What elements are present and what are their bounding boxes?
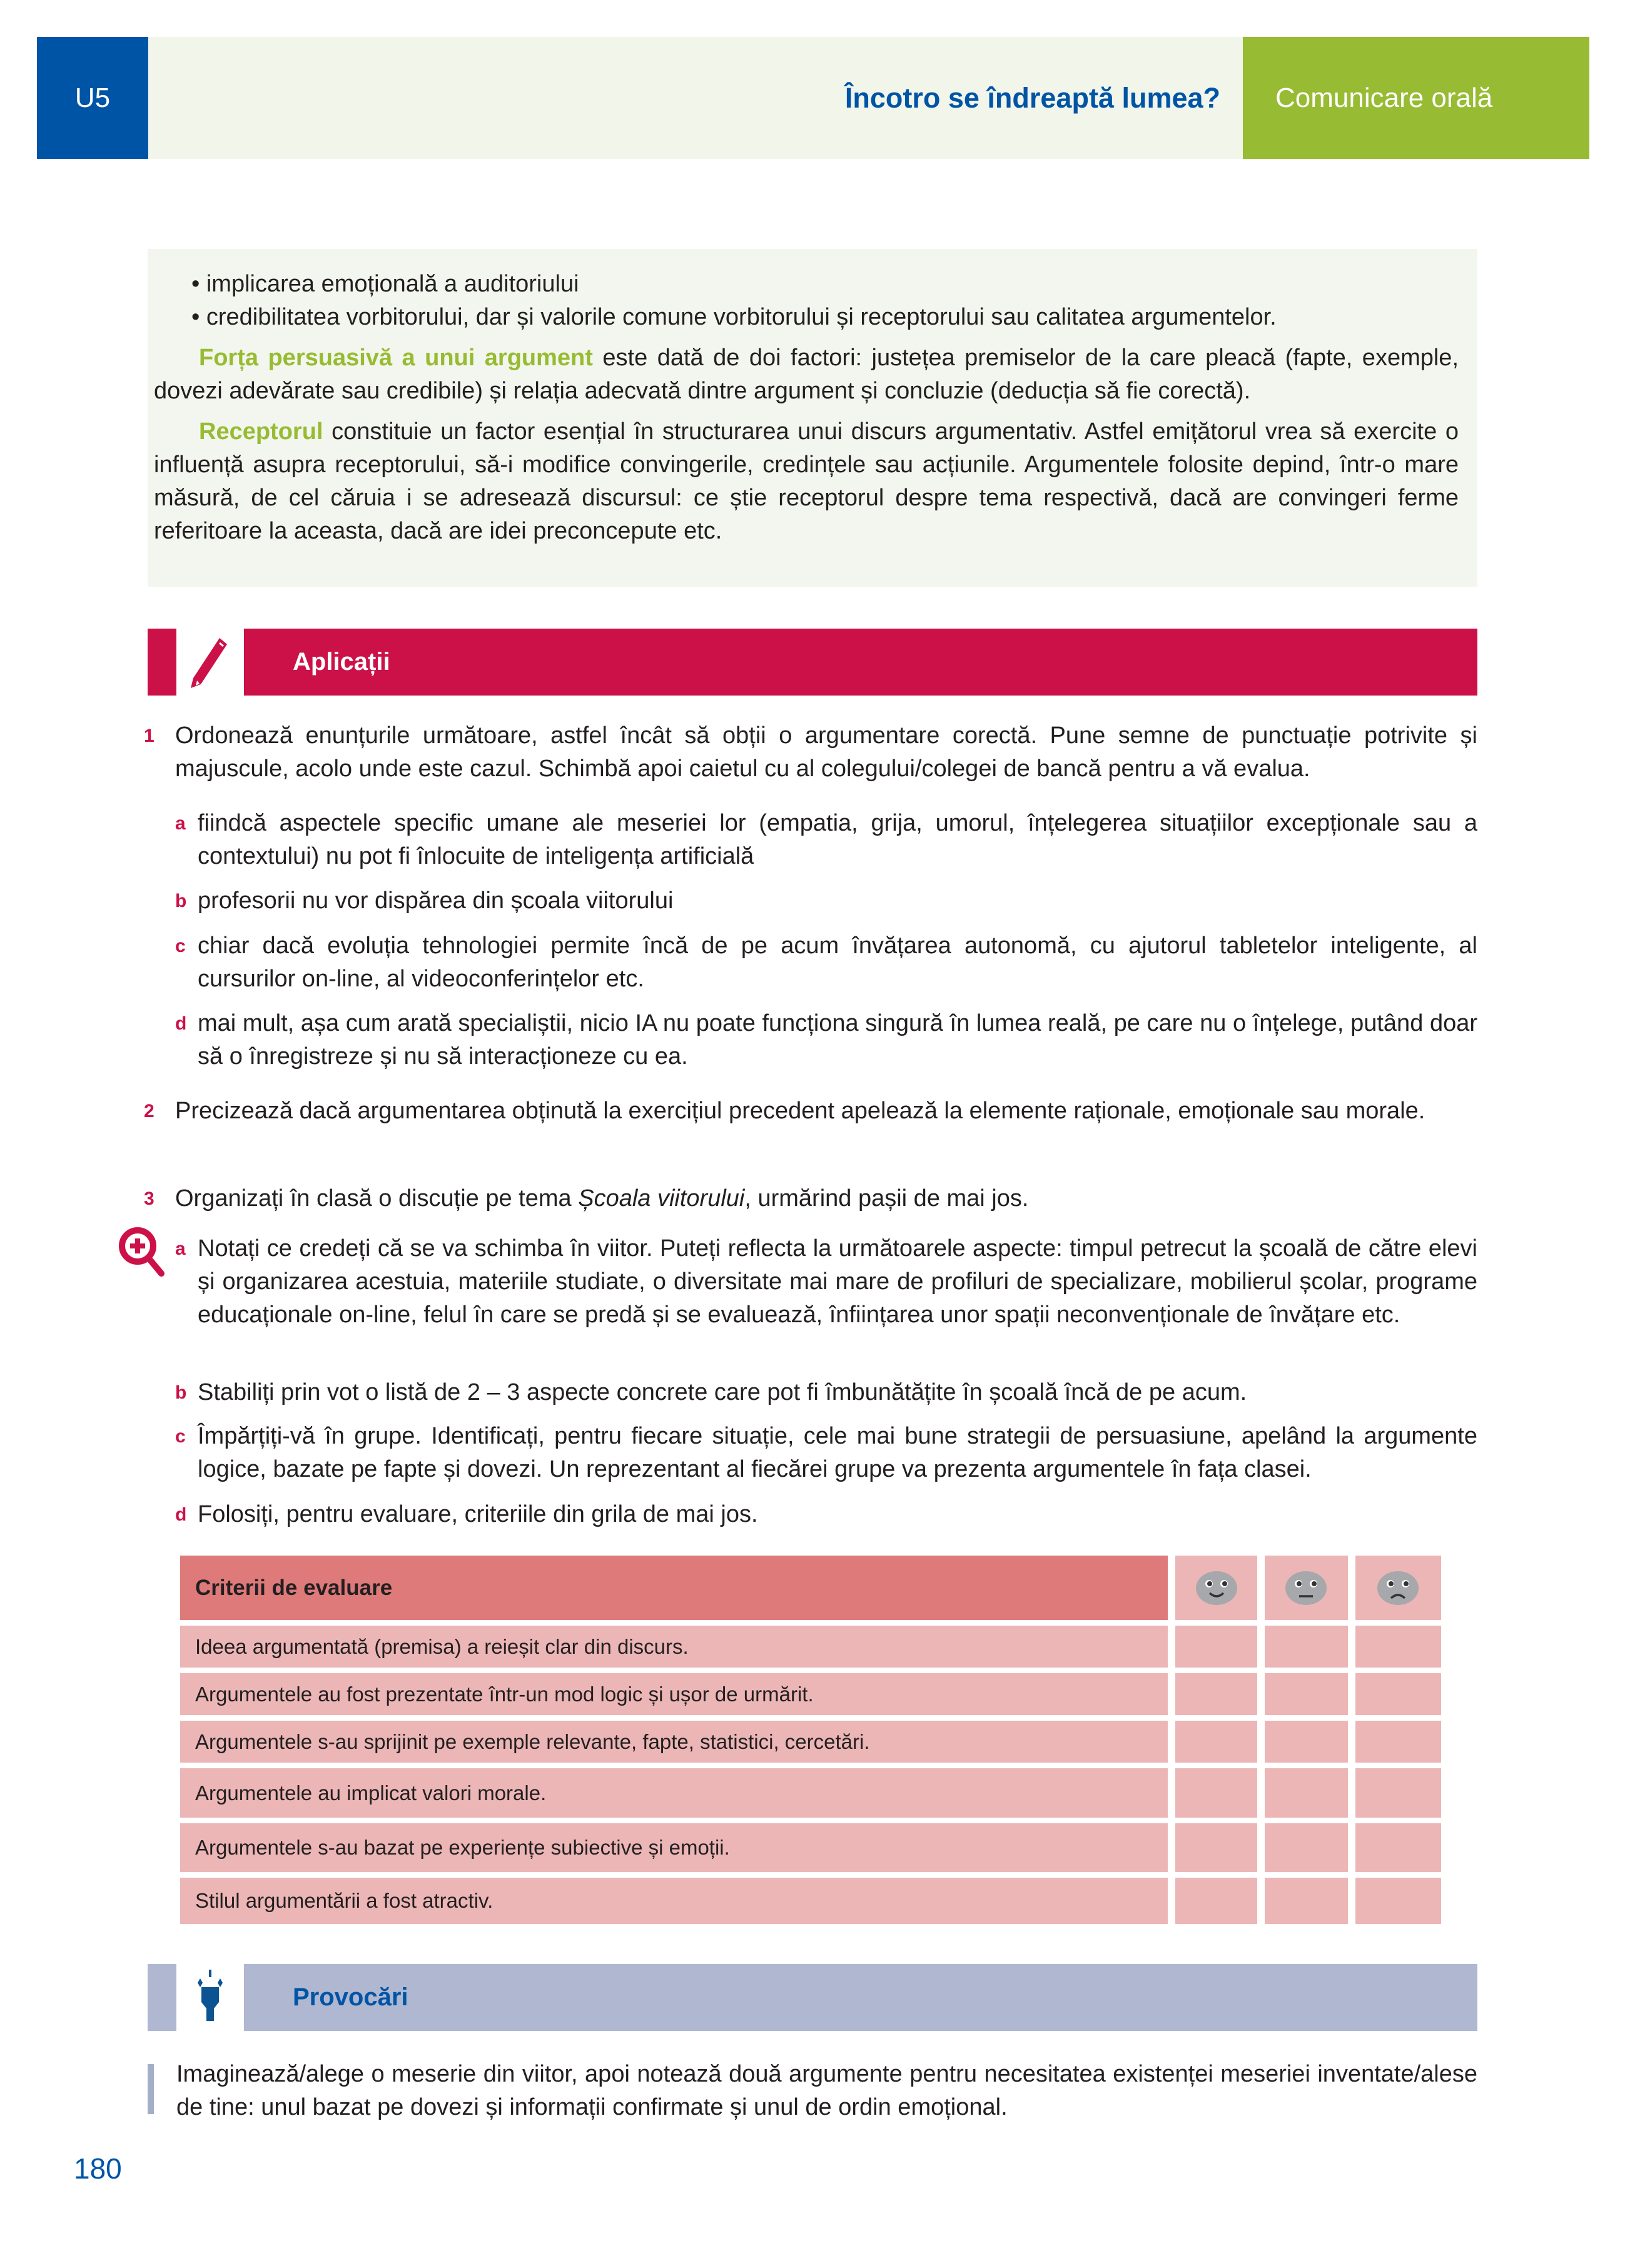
highlight-term: Forța persuasivă a unui argument — [199, 345, 593, 371]
page-header — [37, 37, 1589, 159]
challenge-text-block — [148, 2058, 1477, 2124]
highlight-term: Receptorul — [199, 418, 323, 445]
rating-cell[interactable] — [1265, 1823, 1347, 1872]
rating-cell[interactable] — [1265, 1721, 1347, 1763]
exercise-item — [175, 1007, 1477, 1073]
rating-cell[interactable] — [1355, 1626, 1441, 1668]
theory-paragraph — [154, 342, 1459, 408]
table-row — [180, 1673, 1441, 1715]
exercise-item — [175, 1420, 1477, 1486]
banner-strip — [148, 1964, 176, 2031]
exercise-item — [175, 1498, 1477, 1531]
item-text: Notați ce credeți că se va schimba în viitor. Puteți reflecta la următoarele aspecte: timpul petrecut la școală de către elevi și organizarea acestuia, materiile studiate, o diversitate mai mare de profiluri de specializare, mobilierul școlar, programe educaționale on-line, felul în care se predă și se evaluează, înființarea unor spații neconvenționale de învățare etc. — [198, 1235, 1477, 1328]
rating-cell[interactable] — [1265, 1768, 1347, 1818]
item-text: mai mult, așa cum arată specialiștii, nicio IA nu poate funcționa singură în lumea reală, pe care nu o înțelege, putând doar să o înregistreze și nu să interacționeze cu ea. — [198, 1010, 1477, 1070]
exercise-number: 1 — [144, 726, 154, 746]
criterion-text: Stilul argumentării a fost atractiv. — [180, 1878, 1168, 1924]
chapter-title: Încotro se îndreaptă lumea? — [844, 81, 1220, 114]
item-text: Împărțiți-vă în grupe. Identificați, pentru fiecare situație, cele mai bune strategii de persuasiune, apelând la argumente logice, bazate pe fapte și dovezi. Un reprezentant al fiecărei grupe va prezenta argumentele în fața clasei. — [198, 1423, 1477, 1482]
item-text: profesorii nu vor dispărea din școala viitorului — [198, 888, 674, 914]
text-part: Organizați în clasă o discuție pe tema — [175, 1185, 579, 1212]
rating-cell[interactable] — [1355, 1673, 1441, 1715]
item-letter: c — [175, 936, 186, 956]
challenge-text: Imaginează/alege o meserie din viitor, apoi notează două argumente pentru necesitatea existenței meseriei inventate/alese de tine: unul bazat pe dovezi și informații confirmate și unul de ordin emoțional. — [176, 2061, 1477, 2120]
banner-title: Aplicații — [244, 629, 1477, 696]
rating-cell[interactable] — [1355, 1878, 1441, 1924]
paragraph-text: constituie un factor esențial în structurarea unui discurs argumentativ. Astfel emițătorul vrea să exercite o influență asupra receptorului, să-i modifice convingerile, credințele sau acțiunile. Argumentele folosite depind, într-o mare măsură, de cel căruia i se adresează discursul: ce știe receptorul despre tema respectivă, dacă are convingeri ferme referitoare la aceasta, dacă are idei preconcepute etc. — [154, 418, 1459, 544]
exercise-number: 2 — [144, 1101, 154, 1121]
item-text: Folosiți, pentru evaluare, criteriile din grila de mai jos. — [198, 1501, 758, 1527]
item-text: chiar dacă evoluția tehnologiei permite încă de pe acum învățarea autonomă, cu ajutorul tabletelor inteligente, al cursurilor on-line, al videoconferințelor etc. — [198, 933, 1477, 992]
theory-paragraph — [154, 415, 1459, 548]
item-letter: d — [175, 1504, 187, 1525]
item-text: fiindcă aspectele specific umane ale meseriei lor (empatia, grija, umorul, înțelegerea situațiilor excepționale sau a contextului) nu pot fi înlocuite de inteligența artificială — [198, 810, 1477, 869]
aplicatii-banner — [148, 629, 1477, 696]
rating-cell[interactable] — [1175, 1878, 1257, 1924]
left-marker — [148, 2064, 154, 2114]
rating-cell[interactable] — [1265, 1673, 1347, 1715]
criterion-text: Ideea argumentată (premisa) a reieșit clar din discurs. — [180, 1626, 1168, 1668]
exercise-item — [175, 1376, 1477, 1409]
magnifier-plus-icon — [118, 1226, 166, 1277]
rating-cell[interactable] — [1175, 1673, 1257, 1715]
text-part: , urmărind pașii de mai jos. — [744, 1185, 1029, 1212]
table-row — [180, 1626, 1441, 1668]
banner-strip — [148, 629, 176, 696]
section-label: Comunicare orală — [1243, 37, 1589, 159]
rating-cell[interactable] — [1355, 1721, 1441, 1763]
criterion-text: Argumentele s-au sprijinit pe exemple relevante, fapte, statistici, cercetări. — [180, 1721, 1168, 1763]
item-letter: a — [175, 813, 186, 834]
exercise-item — [175, 807, 1477, 873]
exercise-text: Precizează dacă argumentarea obținută la exercițiul precedent apelează la elemente raționale, emoționale sau morale. — [175, 1098, 1425, 1124]
exercise-2 — [144, 1095, 1477, 1128]
exercise-item — [175, 929, 1477, 996]
criterion-text: Argumentele s-au bazat pe experiențe subiective și emoții. — [180, 1823, 1168, 1872]
pencil-icon — [176, 629, 244, 696]
rating-cell[interactable] — [1175, 1768, 1257, 1818]
sad-face-icon — [1355, 1556, 1441, 1620]
item-letter: a — [175, 1238, 186, 1259]
topic-title: Școala viitorului — [578, 1185, 745, 1212]
banner-title: Provocări — [244, 1964, 1477, 2031]
exercise-item — [175, 1232, 1477, 1332]
theory-bullet: • implicarea emoțională a auditoriului — [191, 271, 579, 297]
rating-cell[interactable] — [1175, 1626, 1257, 1668]
table-row — [180, 1721, 1441, 1763]
exercise-3 — [144, 1182, 1477, 1215]
table-row — [180, 1768, 1441, 1818]
exercise-item — [175, 884, 1477, 918]
page-number: 180 — [74, 2152, 122, 2185]
rating-cell[interactable] — [1265, 1878, 1347, 1924]
rating-cell[interactable] — [1175, 1721, 1257, 1763]
unit-label: U5 — [37, 37, 148, 159]
rating-cell[interactable] — [1265, 1626, 1347, 1668]
evaluation-table — [180, 1556, 1441, 1930]
exercise-1 — [144, 719, 1477, 786]
item-letter: d — [175, 1013, 187, 1034]
table-header: Criterii de evaluare — [180, 1556, 1168, 1620]
rating-cell[interactable] — [1175, 1823, 1257, 1872]
neutral-face-icon — [1265, 1556, 1347, 1620]
item-letter: c — [175, 1426, 186, 1447]
exercise-number: 3 — [144, 1188, 154, 1209]
item-text: Stabiliți prin vot o listă de 2 – 3 aspecte concrete care pot fi îmbunătățite în școală încă de pe acum. — [198, 1379, 1247, 1405]
theory-bullet: • credibilitatea vorbitorului, dar și valorile comune vorbitorului și receptorului sau calitatea argumentelor. — [191, 304, 1277, 330]
criterion-text: Argumentele au fost prezentate într-un mod logic și ușor de urmărit. — [180, 1673, 1168, 1715]
table-header-row — [180, 1556, 1441, 1620]
rating-cell[interactable] — [1355, 1768, 1441, 1818]
table-row — [180, 1823, 1441, 1872]
provocari-banner — [148, 1964, 1477, 2031]
theory-box — [148, 249, 1477, 587]
rating-cell[interactable] — [1355, 1823, 1441, 1872]
criterion-text: Argumentele au implicat valori morale. — [180, 1768, 1168, 1818]
exercise-text: Ordonează enunțurile următoare, astfel încât să obții o argumentare corectă. Pune semne de punctuație potrivite și majuscule, acolo unde este cazul. Schimbă apoi caietul cu al colegului/colegei de bancă pentru a vă evalua. — [175, 722, 1477, 782]
item-letter: b — [175, 891, 187, 911]
table-row — [180, 1878, 1441, 1924]
exercise-text — [175, 1182, 1477, 1215]
happy-face-icon — [1175, 1556, 1257, 1620]
item-letter: b — [175, 1382, 187, 1403]
paragraph-text: este dată de doi factori: justețea premiselor de la care pleacă (fapte, exemple, dovezi adevărate sau credibile) și relația adecvată dintre argument și concluzie (deducția să fie corectă). — [154, 345, 1459, 404]
flashlight-icon — [176, 1964, 244, 2031]
